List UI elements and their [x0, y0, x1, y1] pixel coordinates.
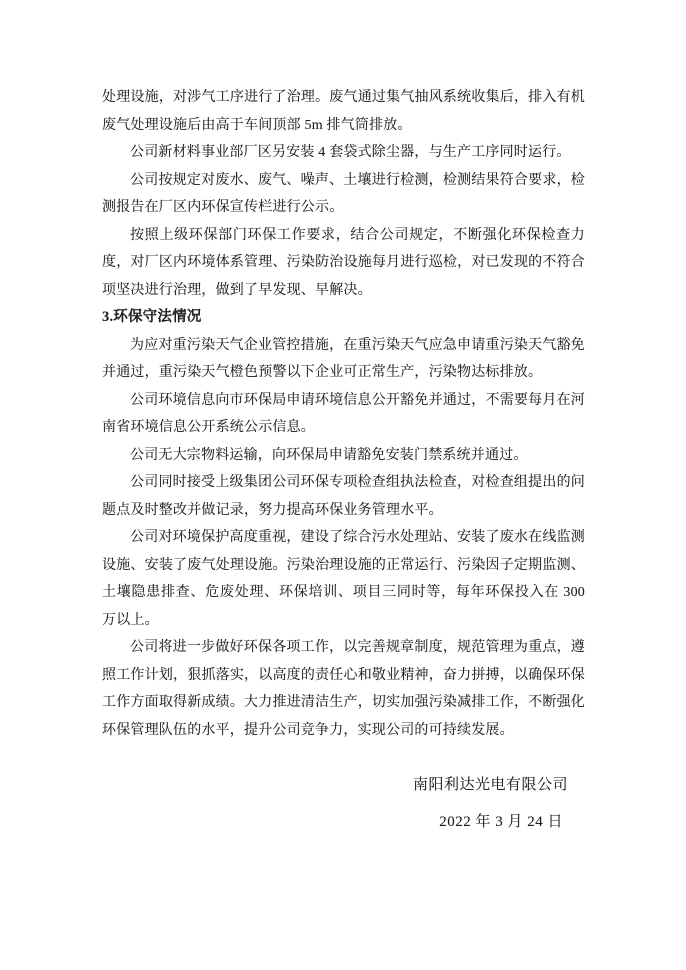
paragraph: 公司新材料事业部厂区另安装 4 套袋式除尘器，与生产工序同时运行。: [130, 145, 571, 160]
paragraph: 公司同时接受上级集团公司环保专项检查组执法检查，对检查组提出的问题点及时整改并做记录，努力提高环保业务管理水平。: [102, 475, 585, 518]
paragraph: 为应对重污染天气企业管控措施，在重污染天气应急申请重污染天气豁免并通过，重污染天气橙色预警以下企业可正常生产，污染物达标排放。: [102, 337, 585, 380]
paragraph: 公司无大宗物料运输，向环保局申请豁免安装门禁系统并通过。: [130, 447, 528, 463]
paragraph: 公司将进一步做好环保各项工作，以完善规章制度，规范管理为重点，遵照工作计划，狠抓落实，以高度的责任心和敬业精神，奋力拼搏，以确保环保工作方面取得新成绩。大力推进清洁生产，切实加强污染减排工作，不断强化环保管理队伍的水平，提升公司竞争力，实现公司的可持续发展。: [102, 640, 585, 738]
paragraph: 公司对环境保护高度重视，建设了综合污水处理站、安装了废水在线监测设施、安装了废气处理设施。污染治理设施的正常运行、污染因子定期监测、土壤隐患排查、危废处理、环保培训、项目三同时等，每年环保投入在 300 万以上。: [102, 530, 585, 628]
paragraph: 公司环境信息向市环保局申请环境信息公开豁免并通过，不需要每月在河南省环境信息公开系统公示信息。: [102, 392, 585, 435]
paragraph: 公司按规定对废水、废气、噪声、土壤进行检测，检测结果符合要求，检测报告在厂区内环保宣传栏进行公示。: [102, 172, 585, 215]
paragraph-continuation: 处理设施，对涉气工序进行了治理。废气通过集气抽风系统收集后，排入有机废气处理设施后由高于车间顶部 5m 排气筒排放。: [102, 90, 585, 133]
signature-company: 南阳利达光电有限公司: [412, 777, 568, 793]
section-heading: 3.环保守法情况: [102, 309, 202, 325]
signature-date: 2022 年 3 月 24 日: [439, 813, 563, 830]
paragraph: 按照上级环保部门环保工作要求，结合公司规定，不断强化环保检查力度，对厂区内环境体系管理、污染防治设施每月进行巡检，对已发现的不符合项坚决进行治理，做到了早发现、早解决。: [102, 227, 585, 298]
